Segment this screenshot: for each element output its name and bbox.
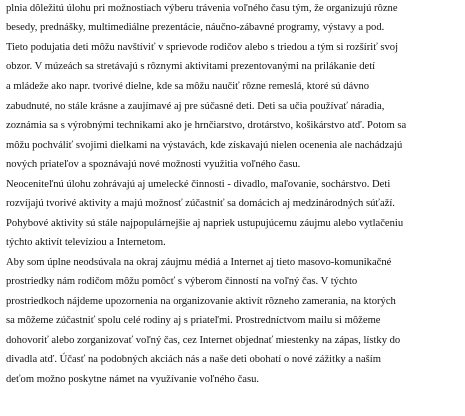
text-line-12: Pohybové aktivity sú stále najpopulárnejšie aj napriek ustupujúcemu záujmu alebo vytlačeniu	[6, 218, 404, 229]
text-line-18: dohovoriť alebo zorganizovať voľný čas, cez Internet objednať miestenky na zápas, lístky do	[6, 335, 401, 346]
text-line-11: rozvíjajú tvorivé aktivity a majú možnosť zúčastniť sa domácich aj medzinárodných súťaží.	[6, 198, 395, 209]
text-line-7: zoznámia sa s výrobnými technikami ako je hrnčiarstvo, drotárstvo, košikárstvo atď. Potom sa	[6, 120, 407, 131]
text-line-5: a mládeže ako napr. tvorivé dielne, kde sa môžu naučiť rôzne remeslá, ktoré sú dávno	[6, 81, 370, 92]
text-line-2: besedy, prednášky, multimediálne prezentácie, náučno-zábavné programy, výstavy a pod.	[6, 22, 385, 33]
text-line-17: sa môžeme zúčastniť spolu celé rodiny aj s priateľmi. Prostredníctvom mailu si môžeme	[6, 315, 381, 326]
text-line-3: Tieto podujatia deti môžu navštíviť v sprievode rodičov alebo s triedou a tým si rozšíriť svoj	[6, 42, 399, 53]
text-line-20: deťom možno poskytne námet na využívanie voľného času.	[6, 374, 260, 385]
text-line-10: Neoceniteľnú úlohu zohrávajú aj umelecké činnosti - divadlo, maľovanie, sochárstvo. Deti	[6, 179, 391, 190]
text-line-6: zabudnuté, no stále krásne a zaujímavé aj pre súčasné deti. Deti sa učia používať náradia,	[6, 101, 385, 112]
text-line-13: týchto aktivít televíziou a Internetom.	[6, 237, 166, 248]
text-line-19: divadla atď. Účasť na podobných akciách nás a naše deti obohatí o nové zážitky a naším	[6, 354, 381, 365]
text-line-4: obzor. V múzeách sa stretávajú s rôznymi aktivitami prezentovanými na prilákanie detí	[6, 61, 376, 72]
document-page	[6, 2, 461, 414]
text-line-14: Aby som úplne neodsúvala na okraj záujmu médiá a Internet aj tieto masovo-komunikačné	[6, 257, 392, 268]
text-line-9: nových priateľov a spoznávajú nové možnosti využitia voľného času.	[6, 159, 301, 170]
text-line-1: plnia dôležitú úlohu pri možnostiach výberu trávenia voľného času tým, že organizujú rôzne	[6, 3, 398, 14]
text-line-15: prostriedky nám rodičom môžu pomôcť s výberom činností na voľný čas. V týchto	[6, 276, 358, 287]
text-line-16: prostriedkoch nájdeme upozornenia na organizovanie aktivít rôzneho zamerania, na ktorých	[6, 296, 396, 307]
text-line-8: môžu pochváliť svojimi dielkami na výstavách, kde získavajú nielen ocenenia ale nachádzajú	[6, 140, 403, 151]
